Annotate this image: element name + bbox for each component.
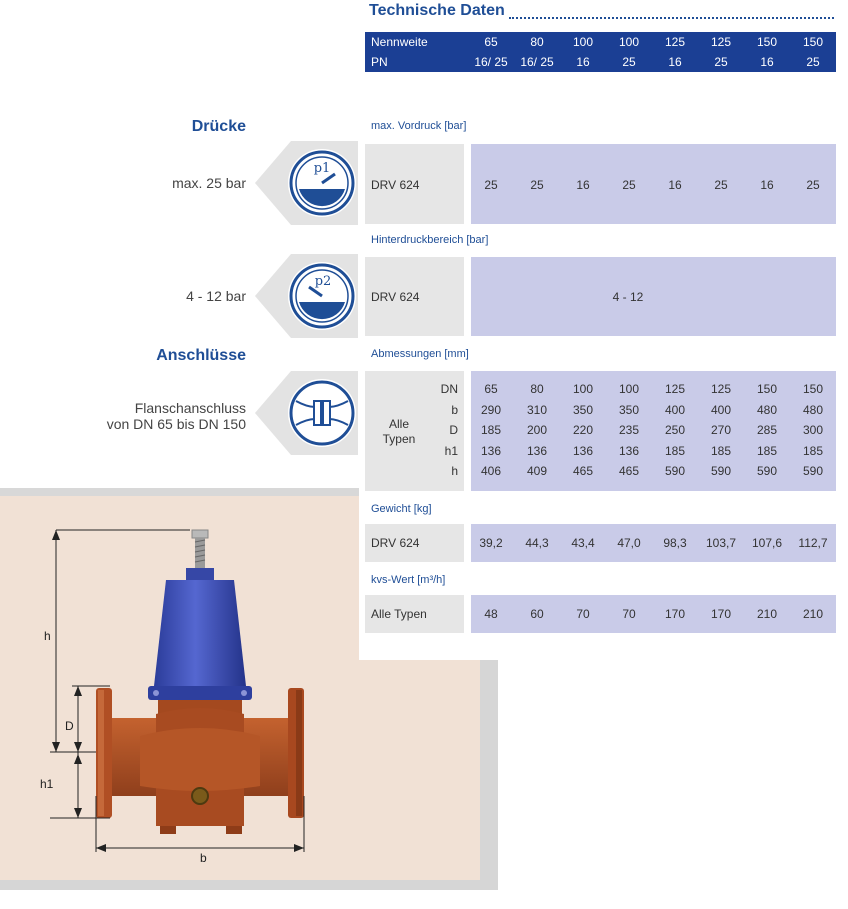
- gewicht-row-label: DRV 624: [371, 536, 420, 550]
- kvs-value: 70: [576, 607, 590, 621]
- vordruck-value: 25: [530, 178, 544, 192]
- dim-value: 80: [530, 382, 544, 396]
- kvs-row-label-cell: [365, 595, 464, 633]
- gewicht-values-panel: [471, 524, 836, 562]
- hinterdruck-caption: Hinterdruckbereich [bar]: [371, 234, 489, 246]
- vordruck-value: 25: [484, 178, 498, 192]
- kvs-caption: kvs-Wert [m³/h]: [371, 574, 446, 586]
- kvs-values-panel: [471, 595, 836, 633]
- dim-value: 400: [664, 403, 686, 417]
- dim-value: 136: [480, 444, 502, 458]
- pn-cell: 16: [668, 55, 682, 69]
- gewicht-value: 44,3: [525, 536, 549, 550]
- dim-value: 185: [756, 444, 778, 458]
- hinterdruck-row-label-cell: [365, 257, 464, 336]
- dim-value: 185: [664, 444, 686, 458]
- abmessungen-caption: Abmessungen [mm]: [371, 348, 469, 360]
- pn-cell: 16: [760, 55, 774, 69]
- abmessungen-label-cell: [365, 371, 464, 491]
- dim-key: D: [449, 423, 458, 437]
- hinterdruck-value: 4 - 12: [612, 290, 644, 304]
- vordruck-caption: max. Vordruck [bar]: [371, 120, 467, 132]
- dim-value: 185: [710, 444, 732, 458]
- gewicht-value: 39,2: [479, 536, 503, 550]
- pn-cell: 16: [576, 55, 590, 69]
- dim-value: 200: [526, 423, 548, 437]
- pn-cell: 16/ 25: [520, 55, 554, 69]
- gewicht-value: 103,7: [705, 536, 737, 550]
- pn-label: PN: [371, 55, 388, 69]
- flange-text-line2: von DN 65 bis DN 150: [106, 416, 246, 432]
- inlet-pressure-icon: [255, 141, 358, 225]
- flange-text-line1: Flanschanschluss: [134, 400, 246, 416]
- dim-value: 590: [664, 464, 686, 478]
- drawing-frame-side: [480, 660, 498, 890]
- dim-value: 285: [756, 423, 778, 437]
- dim-key: b: [451, 403, 458, 417]
- dim-value: 136: [526, 444, 548, 458]
- dim-value: 300: [802, 423, 824, 437]
- nennweite-cell: 100: [618, 35, 640, 49]
- p1-label: p1: [313, 161, 331, 176]
- dim-h-label: h: [44, 629, 51, 643]
- flange-connection-icon: [255, 371, 358, 455]
- dim-value: 136: [572, 444, 594, 458]
- dim-value: 465: [572, 464, 594, 478]
- vordruck-value: 25: [806, 178, 820, 192]
- dim-value: 465: [618, 464, 640, 478]
- dim-value: 406: [480, 464, 502, 478]
- nennweite-row: [365, 32, 836, 52]
- dim-value: 480: [802, 403, 824, 417]
- dim-value: 250: [664, 423, 686, 437]
- dim-value: 290: [480, 403, 502, 417]
- max-pressure-text: max. 25 bar: [172, 175, 246, 191]
- vordruck-value: 16: [760, 178, 774, 192]
- pn-cell: 25: [622, 55, 636, 69]
- dim-key: h1: [444, 444, 458, 458]
- kvs-value: 210: [802, 607, 824, 621]
- dim-value: 185: [802, 444, 824, 458]
- title-dotted-rule: [509, 17, 834, 19]
- druecke-heading: Drücke: [191, 118, 246, 135]
- dim-value: 480: [756, 403, 778, 417]
- outlet-pressure-icon: [255, 254, 358, 338]
- page-title: Technische Daten: [369, 2, 505, 19]
- nennweite-cell: 65: [484, 35, 498, 49]
- abmessungen-values-panel: [471, 371, 836, 491]
- dim-value: 590: [710, 464, 732, 478]
- gewicht-value: 98,3: [663, 536, 687, 550]
- dim-value: 235: [618, 423, 640, 437]
- dim-value: 65: [484, 382, 498, 396]
- dim-value: 125: [710, 382, 732, 396]
- dim-value: 310: [526, 403, 548, 417]
- vordruck-values-panel: [471, 144, 836, 224]
- nennweite-cell: 100: [572, 35, 594, 49]
- vordruck-value: 25: [714, 178, 728, 192]
- dim-value: 409: [526, 464, 548, 478]
- pn-cell: 16/ 25: [474, 55, 508, 69]
- dim-value: 100: [572, 382, 594, 396]
- kvs-value: 210: [756, 607, 778, 621]
- pn-row: [365, 52, 836, 72]
- pn-cell: 25: [806, 55, 820, 69]
- kvs-value: 170: [710, 607, 732, 621]
- types-label-line1: Alle: [388, 417, 409, 431]
- dim-value: 220: [572, 423, 594, 437]
- nennweite-cell: 80: [530, 35, 544, 49]
- dim-value: 100: [618, 382, 640, 396]
- pn-cell: 25: [714, 55, 728, 69]
- dim-value: 150: [802, 382, 824, 396]
- gewicht-caption: Gewicht [kg]: [371, 503, 432, 515]
- kvs-value: 70: [622, 607, 636, 621]
- dim-value: 350: [618, 403, 640, 417]
- vordruck-value: 25: [622, 178, 636, 192]
- dim-key: h: [451, 464, 458, 478]
- dim-value: 185: [480, 423, 502, 437]
- types-label-line2: Typen: [382, 432, 416, 446]
- pressure-range-text: 4 - 12 bar: [186, 288, 246, 304]
- anschluesse-heading: Anschlüsse: [156, 347, 246, 364]
- dim-value: 125: [664, 382, 686, 396]
- gewicht-value: 43,4: [571, 536, 595, 550]
- gewicht-value: 107,6: [751, 536, 783, 550]
- vordruck-value: 16: [668, 178, 682, 192]
- dim-key: DN: [440, 382, 458, 396]
- nennweite-cell: 150: [802, 35, 824, 49]
- gewicht-row-label-cell: [365, 524, 464, 562]
- vordruck-row-label: DRV 624: [371, 178, 420, 192]
- nennweite-cell: 150: [756, 35, 778, 49]
- nennweite-cell: 125: [710, 35, 732, 49]
- dim-value: 400: [710, 403, 732, 417]
- vordruck-value: 16: [576, 178, 590, 192]
- dim-D-label: D: [65, 719, 74, 733]
- nennweite-label: Nennweite: [371, 35, 428, 49]
- hinterdruck-values-panel: [471, 257, 836, 336]
- p2-label: p2: [314, 274, 332, 289]
- kvs-value: 60: [530, 607, 544, 621]
- dim-h1-label: h1: [40, 777, 54, 791]
- dim-value: 150: [756, 382, 778, 396]
- section-divider-shelf: [0, 488, 359, 496]
- dim-value: 590: [802, 464, 824, 478]
- dim-value: 590: [756, 464, 778, 478]
- gewicht-value: 112,7: [798, 536, 828, 550]
- dim-value: 350: [572, 403, 594, 417]
- kvs-value: 170: [664, 607, 686, 621]
- vordruck-row-label-cell: [365, 144, 464, 224]
- hinterdruck-row-label: DRV 624: [371, 290, 420, 304]
- dim-b-label: b: [200, 851, 207, 865]
- gewicht-value: 47,0: [617, 536, 641, 550]
- spec-header-band: [365, 32, 836, 72]
- dim-value: 136: [618, 444, 640, 458]
- dim-value: 270: [710, 423, 732, 437]
- kvs-value: 48: [484, 607, 498, 621]
- nennweite-cell: 125: [664, 35, 686, 49]
- kvs-row-label: Alle Typen: [371, 607, 427, 621]
